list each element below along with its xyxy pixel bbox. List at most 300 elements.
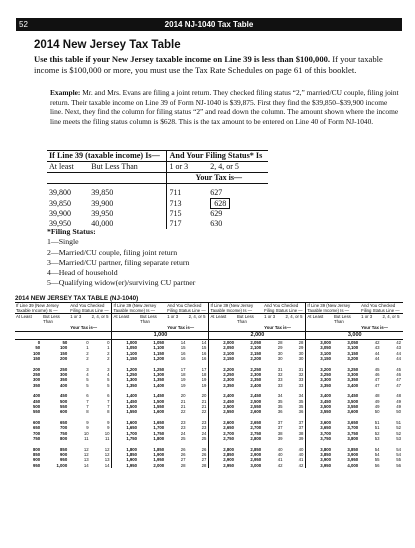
cell-at-least: 2,650 [209, 425, 236, 430]
mini-cell-status-1: 713 [167, 198, 208, 209]
cell-tax-2or4or5: 10 [104, 430, 110, 436]
cell-tax-2or4or5: 49 [396, 404, 401, 410]
cell-less-than: 300 [60, 372, 68, 378]
cell-at-least: 1,850 [112, 452, 139, 457]
cell-tax-1or3: 17 [180, 366, 186, 372]
cell-at-least: 3,400 [306, 393, 333, 398]
cell-tax-1or3: 44 [374, 356, 380, 362]
cell-tax-2or4or5: 33 [298, 382, 304, 388]
cell-tax-1or3: 41 [277, 457, 283, 463]
cell-tax-1or3: 23 [180, 419, 186, 425]
mini-cell-at-least: 39,850 [49, 198, 71, 208]
cell-tax-2or4or5: 12 [104, 446, 110, 452]
cell-tax-1or3: 2 [86, 350, 89, 356]
cell-tax-1or3: 7 [86, 398, 89, 404]
mini-cell-status-2: 630 [210, 219, 223, 228]
cell-at-least: 1,600 [112, 420, 139, 425]
cell-less-than: 3,950 [347, 457, 359, 463]
cell-tax-1or3: 50 [374, 409, 380, 415]
your-tax-label: Your Tax is— [69, 324, 112, 332]
cell-tax-2or4or5: 19 [201, 377, 207, 383]
your-tax-blank [139, 324, 166, 332]
cell-tax-2or4or5: 37 [298, 419, 304, 425]
cell-at-least: 3,050 [306, 345, 333, 350]
cell-less-than: 1,000 [56, 462, 68, 468]
filing-status-item: 5—Qualifying widow(er)/surviving CU partner [47, 278, 196, 288]
cell-tax-1or3: 12 [83, 451, 89, 457]
cell-tax-2or4or5: 37 [298, 425, 304, 431]
cell-at-least: 2,300 [209, 377, 236, 382]
page-header-bar [16, 18, 402, 31]
cell-at-least: 2,550 [209, 409, 236, 414]
cell-at-least: 2,850 [209, 452, 236, 457]
cell-tax-1or3: 54 [374, 446, 380, 452]
mini-cell-less-than: 40,000 [91, 219, 114, 228]
column-but-less: But Less Than [42, 314, 69, 325]
cell-less-than: 2,050 [250, 340, 262, 345]
cell-tax-2or4or5: 11 [105, 436, 110, 442]
cell-at-least: 2,900 [209, 457, 236, 462]
cell-tax-2or4or5: 15 [201, 345, 207, 351]
cell-tax-2or4or5: 55 [396, 457, 401, 463]
mini-cell-less-than: 39,900 [91, 198, 114, 208]
cell-tax-2or4or5: 47 [396, 382, 401, 388]
cell-less-than: 1,700 [153, 425, 165, 431]
cell-tax-2or4or5: 25 [201, 436, 207, 442]
cell-at-least: 1,350 [112, 383, 139, 388]
column-at-least: At Least [209, 314, 236, 325]
cell-tax-1or3: 19 [180, 382, 186, 388]
cell-tax-1or3: 46 [374, 372, 380, 378]
example-tax-table [47, 150, 268, 229]
cell-tax-1or3: 32 [277, 372, 283, 378]
cell-at-least: 3,100 [306, 351, 333, 356]
cell-at-least: 1,750 [112, 436, 139, 441]
cell-less-than: 3,600 [347, 409, 359, 415]
cell-tax-2or4or5: 27 [201, 457, 207, 463]
mini-cell-status-1: 717 [167, 219, 208, 229]
cell-tax-1or3: 22 [180, 409, 186, 415]
cell-less-than: 750 [60, 430, 68, 436]
cell-at-least: 1,500 [112, 404, 139, 409]
your-tax-blank [15, 324, 42, 332]
cell-at-least: 2,100 [209, 351, 236, 356]
cell-tax-1or3: 4 [86, 372, 89, 378]
mini-head-status: And Your Filing Status* Is [167, 151, 268, 162]
cell-less-than: 2,550 [250, 404, 262, 410]
cell-tax-2or4or5: 50 [396, 409, 401, 415]
cell-at-least: 3,150 [306, 356, 333, 361]
cell-at-least: 800 [32, 446, 41, 452]
mini-table-row [47, 198, 268, 209]
cell-tax-1or3: 23 [180, 425, 186, 431]
cell-less-than: 2,850 [250, 446, 262, 452]
cell-less-than: 3,150 [347, 350, 359, 356]
column-status-2or4or5: 2, 4, or 5 [91, 314, 112, 325]
cell-at-least: 1,950 [112, 463, 139, 468]
cell-less-than: 1,100 [153, 345, 165, 351]
cell-less-than: 3,450 [347, 393, 359, 399]
cell-tax-2or4or5: 29 [298, 345, 304, 351]
cell-at-least: 3,700 [306, 431, 333, 436]
cell-less-than: 3,500 [347, 398, 359, 404]
cell-less-than: 2,950 [250, 457, 262, 463]
cell-tax-1or3: 44 [374, 350, 380, 356]
cell-less-than: 2,800 [250, 436, 262, 442]
cell-tax-1or3: 47 [374, 377, 380, 383]
cell-at-least: 2,450 [209, 399, 236, 404]
cell-tax-1or3: 49 [374, 398, 380, 404]
cell-less-than: 1,800 [153, 436, 165, 442]
cell-at-least: 250 [32, 372, 41, 378]
cell-less-than: 1,650 [153, 419, 165, 425]
cell-tax-2or4or5: 4 [107, 372, 110, 378]
cell-at-least: 3,950 [306, 463, 333, 468]
column-status-1or3: 1 or 3 [360, 314, 381, 325]
cell-tax-1or3: 29 [277, 345, 283, 351]
cell-at-least: 1,250 [112, 372, 139, 377]
column-at-least: At Least [306, 314, 333, 325]
cell-at-least: 2,050 [209, 345, 236, 350]
cell-tax-1or3: 5 [86, 377, 89, 383]
cell-less-than: 250 [60, 366, 68, 372]
cell-less-than: 1,850 [153, 446, 165, 452]
cell-less-than: 2,350 [250, 377, 262, 383]
cell-less-than: 1,450 [153, 393, 165, 399]
cell-less-than: 200 [60, 356, 68, 362]
cell-less-than: 650 [60, 419, 68, 425]
cell-at-least: 1,800 [112, 447, 139, 452]
cell-less-than: 3,400 [347, 382, 359, 388]
cell-at-least: 3,900 [306, 457, 333, 462]
cell-less-than: 1,900 [153, 451, 165, 457]
cell-less-than: 2,750 [250, 430, 262, 436]
cell-at-least: 2,950 [209, 463, 236, 468]
cell-tax-1or3: 35 [277, 398, 283, 404]
cell-tax-1or3: 30 [277, 356, 283, 362]
filing-status-legend [47, 227, 195, 289]
cell-tax-2or4or5: 16 [201, 350, 207, 356]
cell-less-than: 150 [60, 350, 68, 356]
cell-tax-2or4or5: 7 [107, 398, 110, 404]
cell-tax-1or3: 10 [83, 430, 89, 436]
cell-tax-2or4or5: 14 [104, 462, 110, 468]
cell-less-than: 1,250 [153, 366, 165, 372]
cell-less-than: 50 [62, 340, 68, 345]
mini-table-row [47, 188, 268, 198]
cell-tax-2or4or5: 31 [298, 366, 304, 372]
cell-less-than: 3,050 [347, 340, 359, 345]
cell-tax-2or4or5: 44 [396, 350, 401, 356]
cell-at-least: 2,700 [209, 431, 236, 436]
cell-tax-2or4or5: 19 [201, 382, 207, 388]
cell-at-least: 3,300 [306, 377, 333, 382]
cell-tax-1or3: 9 [86, 425, 89, 431]
cell-at-least: 350 [32, 382, 41, 388]
cell-tax-1or3: 52 [374, 430, 380, 436]
page-title: 2014 New Jersey Tax Table [34, 39, 181, 51]
cell-less-than: 2,450 [250, 393, 262, 399]
mini-highlighted-tax: 628 [210, 198, 230, 209]
cell-tax-1or3: 54 [374, 451, 380, 457]
cell-less-than: 1,500 [153, 398, 165, 404]
cell-tax-1or3: 35 [277, 404, 283, 410]
mini-status-2or4or5: 2, 4, or 5 [208, 162, 268, 173]
cell-at-least: 2,500 [209, 404, 236, 409]
cell-at-least: 1,450 [112, 399, 139, 404]
cell-tax-2or4or5: 8 [107, 409, 110, 415]
your-tax-label: Your Tax is— [360, 324, 403, 332]
mini-cell-status-2 [208, 198, 268, 209]
your-tax-blank [209, 324, 236, 332]
cell-tax-1or3: 21 [180, 398, 186, 404]
cell-less-than: 1,400 [153, 382, 165, 388]
cell-less-than: 550 [60, 404, 68, 410]
your-tax-label: Your Tax is— [263, 324, 306, 332]
cell-at-least: 2,750 [209, 436, 236, 441]
cell-tax-2or4or5: 32 [298, 372, 304, 378]
cell-tax-2or4or5: 16 [201, 356, 207, 362]
filing-status-item: 2—Married/CU couple, filing joint return [47, 247, 178, 257]
cell-tax-1or3: 31 [277, 366, 283, 372]
cell-tax-1or3: 33 [277, 377, 283, 383]
cell-tax-1or3: 53 [374, 436, 380, 442]
cell-at-least: 1,200 [112, 367, 139, 372]
cell-at-least: 1,400 [112, 393, 139, 398]
cell-tax-2or4or5: 2 [107, 350, 110, 356]
cell-at-least: 300 [32, 377, 41, 383]
cell-tax-1or3: 14 [83, 462, 89, 468]
cell-tax-1or3: 26 [180, 446, 186, 452]
cell-tax-1or3: 5 [86, 382, 89, 388]
cell-tax-2or4or5: 28 [201, 462, 207, 468]
cell-tax-1or3: 48 [374, 393, 380, 399]
cell-tax-1or3: 36 [277, 409, 283, 415]
column-head-status: And You Checked Filing Status Line — [263, 303, 306, 314]
intro-paragraph [34, 54, 400, 75]
cell-tax-2or4or5: 20 [201, 393, 207, 399]
cell-tax-1or3: 37 [277, 419, 283, 425]
cell-less-than: 500 [60, 398, 68, 404]
cell-at-least: 1,000 [112, 340, 139, 346]
cell-less-than: 350 [60, 377, 68, 383]
column-status-2or4or5: 2, 4, or 5 [285, 314, 306, 325]
your-tax-blank [333, 324, 360, 332]
cell-less-than: 900 [60, 451, 68, 457]
mini-cell-status-1: 715 [167, 209, 208, 219]
cell-tax-2or4or5: 5 [107, 377, 110, 383]
cell-tax-2or4or5: 3 [107, 366, 110, 372]
cell-tax-1or3: 43 [374, 345, 380, 351]
cell-at-least: 1,700 [112, 431, 139, 436]
mini-head-income: If Line 39 (taxable income) Is— [47, 151, 167, 162]
cell-tax-1or3: 51 [374, 425, 380, 431]
cell-tax-2or4or5: 35 [298, 404, 304, 410]
column-head-status: And You Checked Filing Status Line — [360, 303, 403, 314]
cell-less-than: 100 [60, 345, 68, 351]
cell-at-least: 2,350 [209, 383, 236, 388]
cell-tax-1or3: 25 [180, 436, 186, 442]
cell-tax-2or4or5: 24 [201, 430, 207, 436]
cell-tax-2or4or5: 42 [298, 462, 304, 468]
cell-at-least: 0 [37, 340, 41, 345]
cell-less-than: 2,500 [250, 398, 262, 404]
cell-tax-1or3: 28 [277, 340, 283, 345]
cell-less-than: 3,550 [347, 404, 359, 410]
cell-tax-2or4or5: 41 [298, 457, 304, 463]
cell-at-least: 50 [35, 345, 41, 351]
cell-tax-2or4or5: 43 [396, 345, 401, 351]
mini-your-tax: Your Tax is— [167, 173, 268, 184]
cell-tax-2or4or5: 21 [201, 404, 207, 410]
mini-table-row [47, 209, 268, 219]
cell-at-least: 3,000 [306, 340, 333, 346]
cell-tax-2or4or5: 23 [201, 425, 207, 431]
cell-tax-2or4or5: 9 [107, 419, 110, 425]
cell-tax-1or3: 18 [180, 372, 186, 378]
cell-less-than: 1,950 [153, 457, 165, 463]
cell-less-than: 2,700 [250, 425, 262, 431]
cell-at-least: 1,100 [112, 351, 139, 356]
cell-less-than: 3,300 [347, 372, 359, 378]
thousands-label [15, 332, 112, 340]
cell-tax-2or4or5: 40 [298, 451, 304, 457]
cell-tax-2or4or5: 38 [298, 430, 304, 436]
cell-tax-2or4or5: 51 [396, 419, 401, 425]
cell-tax-1or3: 9 [86, 419, 89, 425]
cell-at-least: 2,000 [209, 340, 236, 346]
cell-tax-2or4or5: 2 [107, 356, 110, 362]
intro-rest: If your taxable income is $100,000 or more, you must use the Tax Rate Schedules on page 61 of this booklet. [34, 54, 383, 75]
cell-tax-2or4or5: 13 [104, 457, 110, 463]
cell-tax-1or3: 27 [180, 457, 186, 463]
cell-tax-1or3: 14 [180, 340, 186, 345]
cell-tax-2or4or5: 22 [201, 409, 207, 415]
cell-tax-1or3: 3 [86, 366, 89, 372]
cell-tax-1or3: 16 [180, 356, 186, 362]
cell-at-least: 2,400 [209, 393, 236, 398]
cell-tax-2or4or5: 1 [107, 345, 110, 351]
your-tax-blank [112, 324, 139, 332]
cell-tax-1or3: 0 [86, 340, 89, 345]
cell-tax-2or4or5: 7 [107, 404, 110, 410]
column-head-status: And You Checked Filing Status Line — [69, 303, 112, 314]
cell-tax-1or3: 51 [374, 419, 380, 425]
cell-tax-2or4or5: 44 [396, 356, 401, 362]
cell-less-than: 1,350 [153, 377, 165, 383]
cell-less-than: 2,250 [250, 366, 262, 372]
cell-tax-1or3: 13 [83, 457, 89, 463]
cell-less-than: 2,200 [250, 356, 262, 362]
filing-status-item: 3—Married/CU partner, filing separate return [47, 257, 190, 267]
filing-status-item: 4—Head of household [47, 268, 118, 278]
cell-less-than: 2,150 [250, 350, 262, 356]
cell-tax-2or4or5: 33 [298, 377, 304, 383]
cell-at-least: 3,500 [306, 404, 333, 409]
column-at-least: At Least [15, 314, 42, 325]
your-tax-blank [42, 324, 69, 332]
cell-at-least: 950 [32, 462, 41, 468]
cell-tax-1or3: 21 [180, 404, 186, 410]
column-status-1or3: 1 or 3 [69, 314, 90, 325]
column-head-income: If Line 39 (New Jersey Taxable Income) Is — [306, 303, 360, 314]
cell-less-than: 2,300 [250, 372, 262, 378]
cell-tax-2or4or5: 45 [396, 366, 401, 372]
cell-less-than: 1,300 [153, 372, 165, 378]
cell-at-least: 1,300 [112, 377, 139, 382]
cell-at-least: 400 [32, 393, 41, 399]
mini-cell-less-than: 39,950 [91, 209, 114, 218]
cell-tax-2or4or5: 47 [396, 377, 401, 383]
cell-at-least: 650 [32, 425, 41, 431]
cell-tax-2or4or5: 42 [396, 340, 401, 345]
cell-less-than: 3,100 [347, 345, 359, 351]
cell-less-than: 1,050 [153, 340, 165, 345]
cell-tax-2or4or5: 23 [201, 419, 207, 425]
cell-less-than: 3,350 [347, 377, 359, 383]
example-text: Mr. and Mrs. Evans are filing a joint return. They checked filing status “2,” married/CU couple, filing joint return. Their taxable income on Line 39 of Form NJ-1040 is $39,875. First they find the $39,850–$39,900 income line. Next, they find the column for filing status “2” and read down the column. The amount shown where the income line meets the filing status column is $628. This is the tax amount to be entered on Line 40 of Form NJ-1040. [50, 88, 399, 127]
column-at-least: At Least [112, 314, 139, 325]
cell-tax-1or3: 39 [277, 436, 283, 442]
column-status-2or4or5: 2, 4, or 5 [188, 314, 209, 325]
cell-tax-1or3: 24 [180, 430, 186, 436]
thousands-label: 1,000 [112, 332, 209, 340]
cell-at-least: 150 [32, 356, 41, 362]
your-tax-blank [306, 324, 333, 332]
page-header-title: 2014 NJ-1040 Tax Table [164, 20, 254, 29]
cell-tax-1or3: 38 [277, 430, 283, 436]
cell-tax-1or3: 26 [180, 451, 186, 457]
example-label: Example: [50, 88, 81, 97]
cell-at-least: 3,250 [306, 372, 333, 377]
mini-at-least: At least [47, 162, 89, 173]
cell-less-than: 3,700 [347, 425, 359, 431]
cell-tax-2or4or5: 12 [104, 451, 110, 457]
intro-bold: Use this table if your New Jersey taxable income on Line 39 is less than $100,000. [34, 54, 331, 64]
page-number: 52 [19, 20, 28, 29]
cell-less-than: 400 [60, 382, 68, 388]
cell-tax-2or4or5: 54 [396, 451, 401, 457]
cell-tax-2or4or5: 9 [107, 425, 110, 431]
cell-at-least: 3,550 [306, 409, 333, 414]
cell-tax-1or3: 56 [374, 462, 380, 468]
cell-at-least: 600 [32, 419, 41, 425]
cell-tax-2or4or5: 0 [107, 340, 110, 345]
cell-tax-2or4or5: 34 [298, 393, 304, 399]
cell-less-than: 2,100 [250, 345, 262, 351]
cell-tax-2or4or5: 28 [298, 340, 304, 345]
column-but-less: But Less Than [139, 314, 166, 325]
thousands-label: 3,000 [306, 332, 403, 340]
cell-tax-2or4or5: 52 [396, 425, 401, 431]
cell-less-than: 3,250 [347, 366, 359, 372]
mini-cell-at-least: 39,800 [49, 188, 71, 197]
cell-less-than: 2,900 [250, 451, 262, 457]
thousands-label: 2,000 [209, 332, 306, 340]
cell-tax-2or4or5: 18 [201, 372, 207, 378]
cell-tax-1or3: 47 [374, 382, 380, 388]
cell-less-than: 600 [60, 409, 68, 415]
cell-less-than: 3,200 [347, 356, 359, 362]
cell-at-least: 550 [32, 409, 41, 415]
mini-cell-less-than: 39,850 [91, 188, 114, 197]
cell-less-than: 3,850 [347, 446, 359, 452]
cell-tax-2or4or5: 6 [107, 393, 110, 399]
cell-less-than: 3,650 [347, 419, 359, 425]
cell-less-than: 850 [60, 446, 68, 452]
cell-tax-1or3: 2 [86, 356, 89, 362]
cell-at-least: 450 [32, 398, 41, 404]
